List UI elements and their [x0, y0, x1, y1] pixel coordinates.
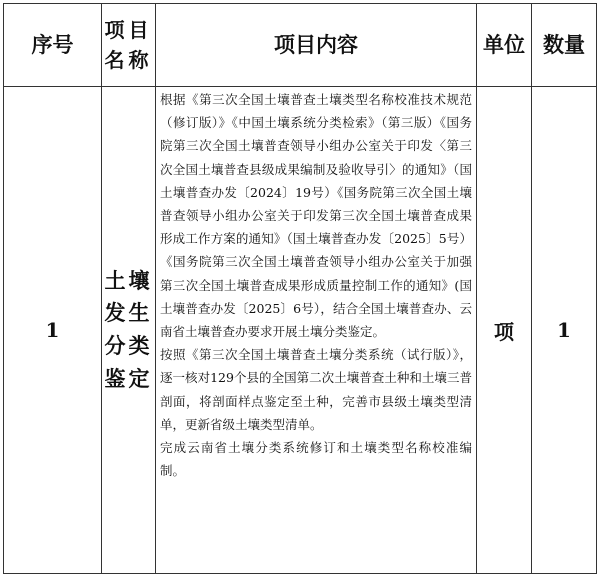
header-item-name: 项目名称: [102, 4, 156, 87]
content-paragraph: 按照《第三次全国土壤普查土壤分类系统（试行版）》，逐一核对129个县的全国第二次土壤普查土种和土壤三普剖面，将剖面样点鉴定至土种，完善市县级土壤类型清单，更新省级土壤类型清单。: [160, 347, 472, 432]
row-quantity: 1: [532, 87, 597, 574]
content-paragraph: 根据《第三次全国土壤普查土壤类型名称校准技术规范（修订版）》《中国土壤系统分类检索》（第三版）《国务院第三次全国土壤普查领导小组办公室关于印发〈第三次全国土壤普查县级成果编制及验收导引〉的通知》（国土壤普查办发〔2024〕19号）《国务院第三次全国土壤普查领导小组办公室关于印发第三次全国土壤普查成果形成工作方案的通知》（国土壤普查办发〔2025〕5号）《国务院第三次全国土壤普查领导小组办公室关于加强第三次全国土壤普查成果形成质量控制工作的通知》(国土壤普查办发〔2025〕6号），结合全国土壤普查办、云南省土壤普查办要求开展土壤分类鉴定。: [160, 92, 472, 340]
header-unit: 单位: [477, 4, 532, 87]
header-item-content: 项目内容: [156, 4, 477, 87]
table-header-row: [4, 4, 597, 87]
content-paragraph: 完成云南省土壤分类系统修订和土壤类型名称校准编制。: [160, 440, 472, 479]
row-item-content: [156, 87, 477, 574]
row-index: 1: [4, 87, 102, 574]
row-unit: 项: [477, 87, 532, 574]
table-row: [4, 87, 597, 574]
project-table: [3, 3, 597, 574]
row-item-name: 土壤发生分类鉴定: [102, 87, 156, 574]
header-quantity: 数量: [532, 4, 597, 87]
header-index: 序号: [4, 4, 102, 87]
